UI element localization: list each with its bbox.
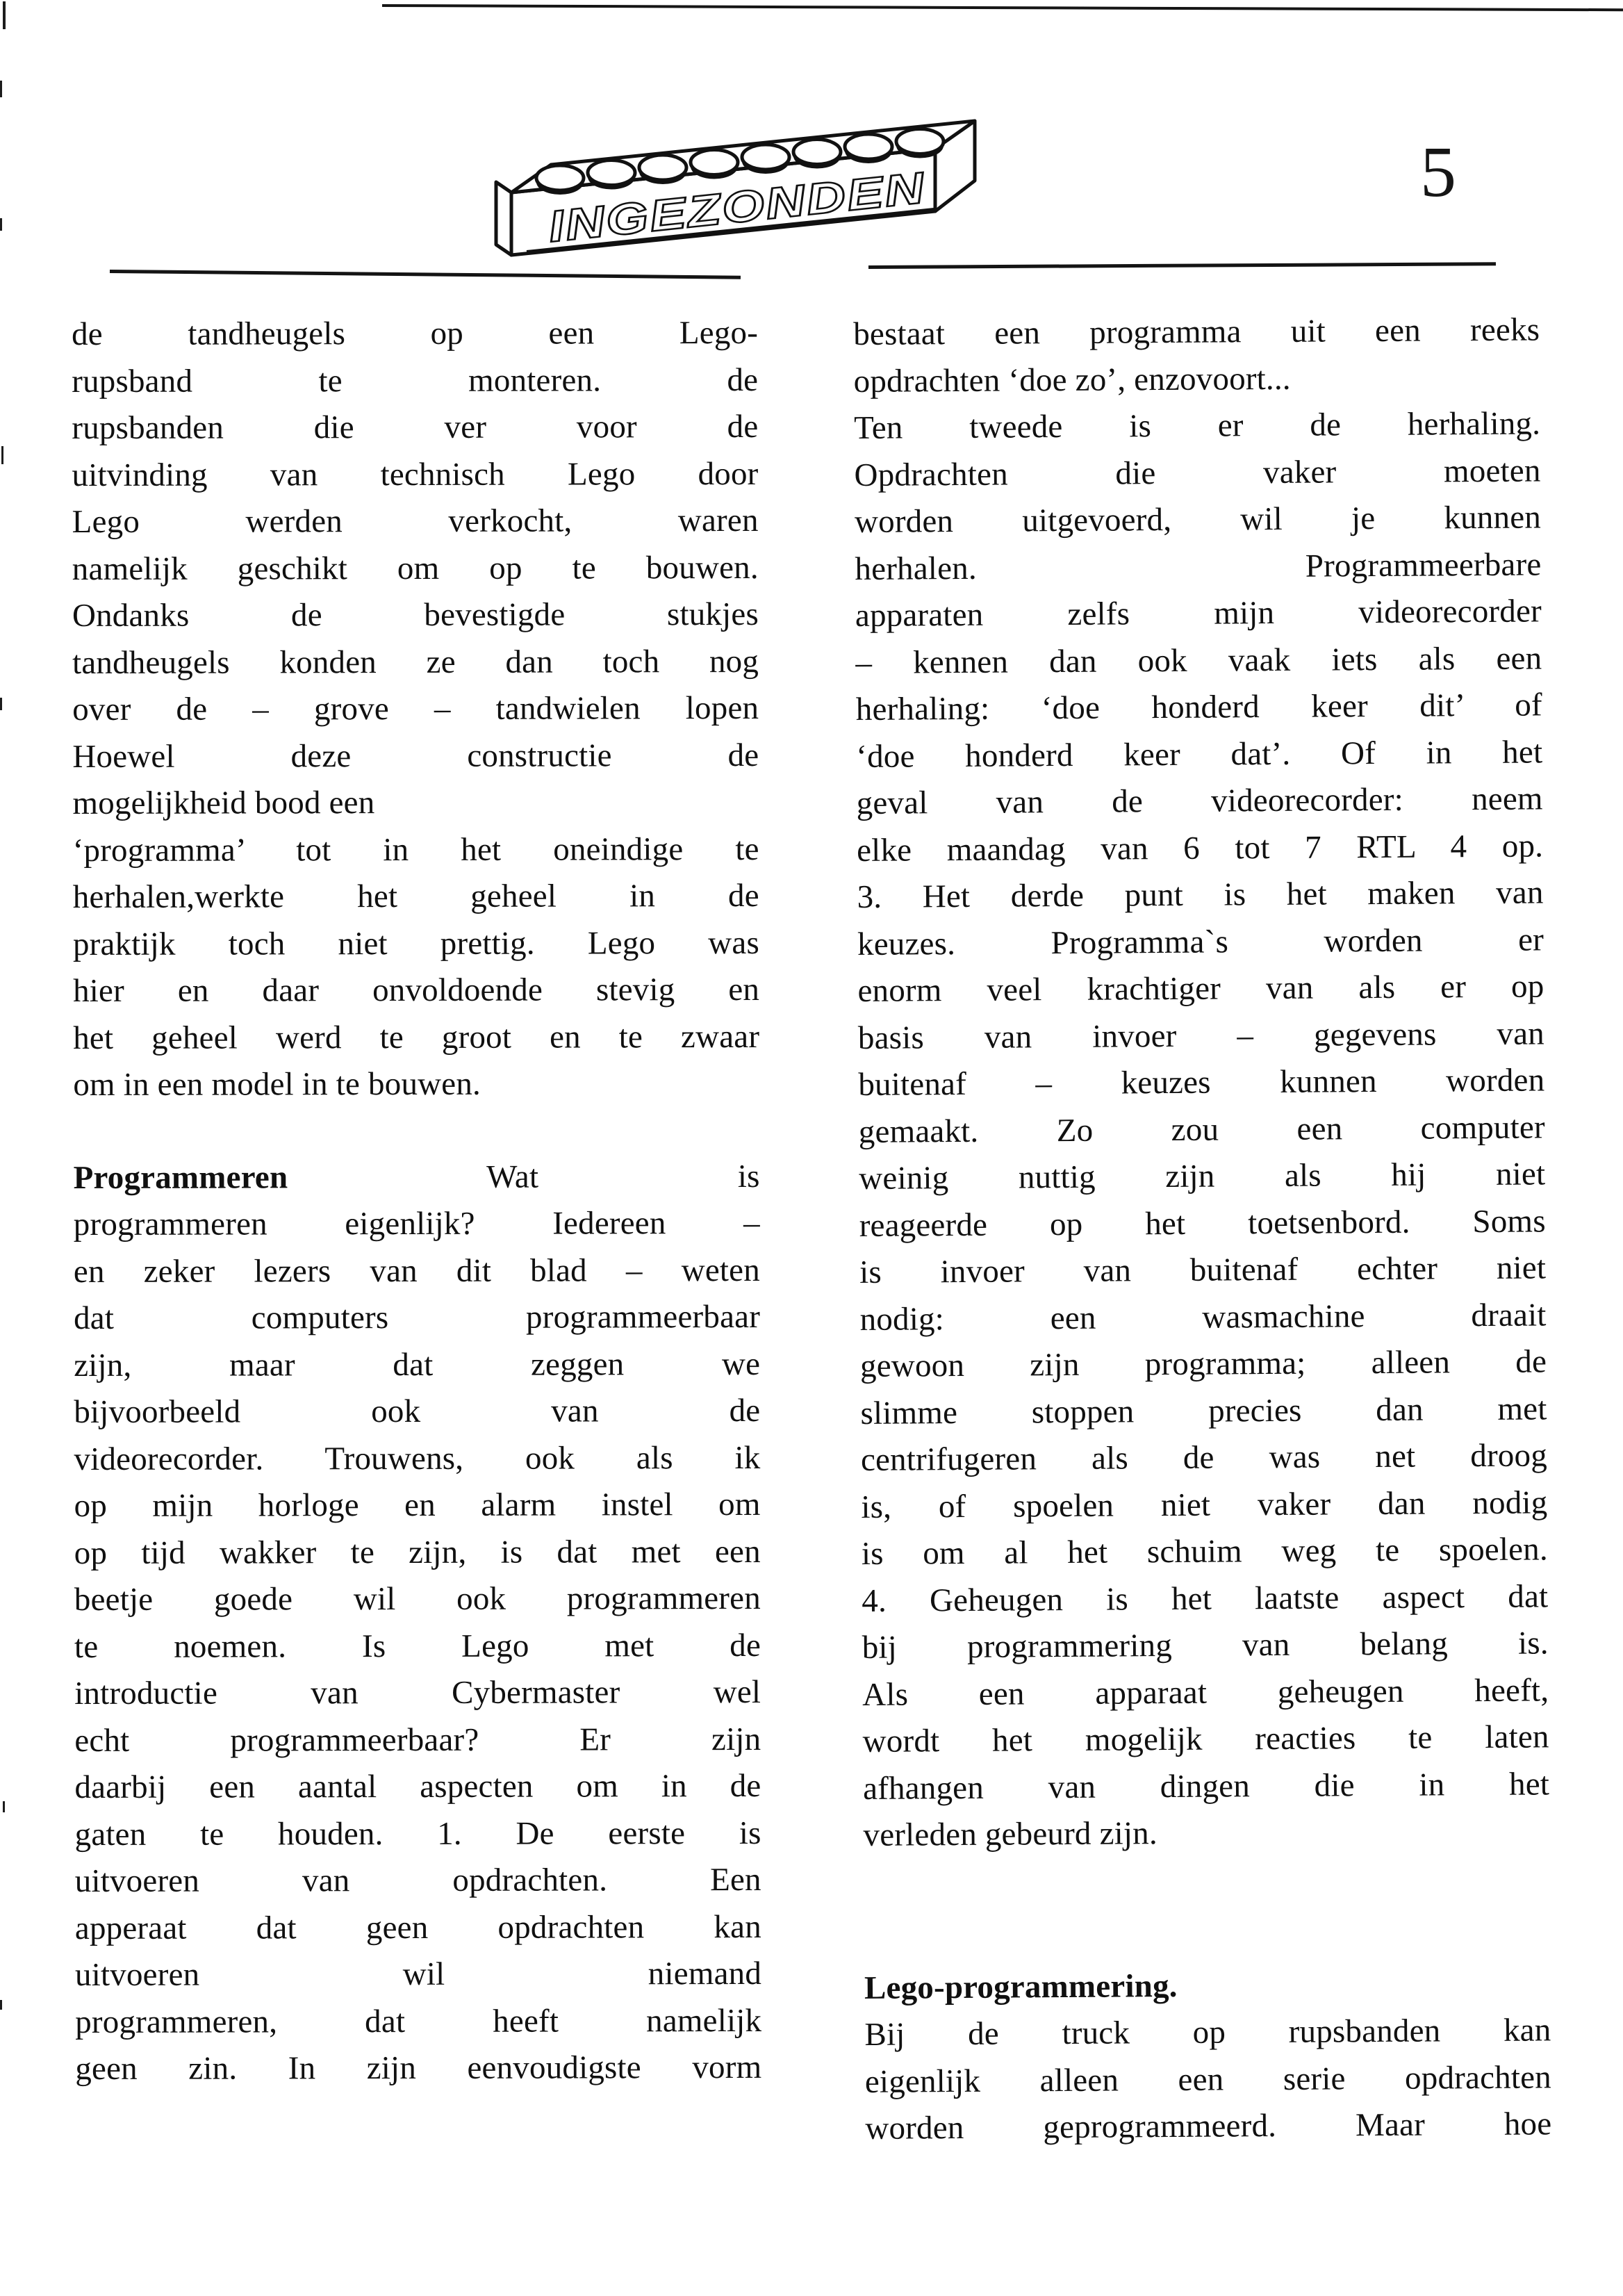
- text-line: reageerde op het toetsenbord. Soms: [859, 1202, 1546, 1244]
- text-line: bijvoorbeeld ook van de: [74, 1392, 761, 1430]
- text-line: programmeren eigenlijk? Iedereen –: [73, 1204, 760, 1243]
- text-line: hier en daar onvoldoende stevig en: [72, 971, 760, 1009]
- column-left: [72, 310, 761, 2093]
- text-line: tandheugels konden ze dan toch nog: [72, 643, 759, 681]
- text-line: is invoer van buitenaf echter niet: [859, 1249, 1547, 1290]
- text-line: apparaten zelfs mijn videorecorder: [855, 593, 1542, 634]
- text-line: echt programmeerbaar? Er zijn: [74, 1721, 761, 1759]
- heading-line: [864, 1960, 1551, 2012]
- text-line: introductie van Cybermaster wel: [74, 1673, 761, 1712]
- text-line: Als een apparaat geheugen heeft,: [862, 1671, 1549, 1713]
- text-line: centrifugeren als de was net droog: [860, 1437, 1548, 1478]
- scan-artifact: [3, 1801, 5, 1812]
- text-line: apperaat dat geen opdrachten kan: [74, 1908, 761, 1946]
- text-line: Ondanks de bevestigde stukjes: [72, 596, 759, 634]
- text-line: is om al het schuim weg te spoelen.: [861, 1531, 1549, 1572]
- heading-text: Programmeren: [73, 1158, 288, 1196]
- lego-brick-logo: [491, 99, 1000, 260]
- header-rule-left: [110, 270, 741, 279]
- text-line: uitvinding van technisch Lego door: [72, 455, 759, 493]
- text-line: het geheel werd te groot en te zwaar: [73, 1018, 760, 1056]
- text-line: om in een model in te bouwen.: [73, 1065, 481, 1103]
- text-line: afhangen van dingen die in het: [862, 1765, 1550, 1807]
- text-line: Opdrachten die vaker moeten: [854, 452, 1541, 493]
- text-line: te noemen. Is Lego met de: [74, 1627, 761, 1665]
- text-line: dat computers programmeerbaar: [73, 1298, 761, 1336]
- text-line: ‘programma’ tot in het oneindige te: [72, 830, 759, 869]
- text-line: geval van de videorecorder: neem: [856, 780, 1543, 821]
- text-line: keuzes. Programma`s worden er: [857, 921, 1544, 962]
- text-line: is, of spoelen niet vaker dan nodig: [861, 1484, 1548, 1525]
- text-line: herhaling: ‘doe honderd keer dit’ of: [855, 687, 1542, 728]
- scan-artifact: [0, 81, 2, 97]
- text-line: uitvoeren van opdrachten. Een: [74, 1861, 761, 1899]
- page-number: 5: [1420, 132, 1456, 212]
- text-line: en zeker lezers van dit blad – weten: [73, 1252, 760, 1290]
- scan-artifact: [0, 218, 2, 231]
- text-line: herhalen,werkte het geheel in de: [72, 877, 759, 915]
- text-line: gaten te houden. 1. De eerste is: [74, 1814, 761, 1853]
- text-line: ‘doe honderd keer dat’. Of in het: [856, 733, 1543, 775]
- text-line: worden geprogrammeerd. Maar hoe: [865, 2106, 1552, 2147]
- text-line: de tandheugels op een Lego-: [72, 314, 759, 352]
- text-line: op mijn horloge en alarm instel om: [74, 1486, 761, 1524]
- text-line: buitenaf – keuzes kunnen worden: [858, 1062, 1545, 1103]
- text-line: enorm veel krachtiger van als er op: [857, 968, 1544, 1009]
- scan-edge-line: [382, 4, 1623, 11]
- text-line: daarbij een aantal aspecten om in de: [74, 1767, 761, 1805]
- text-line: bij programmering van belang is.: [862, 1625, 1549, 1666]
- text-line: nodig: een wasmachine draait: [859, 1296, 1547, 1338]
- text-line: Hoewel deze constructie de: [72, 737, 759, 775]
- text-line: namelijk geschikt om op te bouwen.: [72, 549, 759, 587]
- text-line: op tijd wakker te zijn, is dat met een: [74, 1533, 761, 1571]
- text-line: uitvoeren wil niemand: [74, 1955, 762, 1993]
- text-line: gemaakt. Zo zou een computer: [858, 1108, 1545, 1150]
- column-right: [853, 306, 1552, 2152]
- text-line: weinig nuttig zijn als hij niet: [859, 1156, 1546, 1197]
- text-line: – kennen dan ook vaak iets als een: [855, 639, 1542, 681]
- text-line: slimme stoppen precies dan met: [860, 1390, 1547, 1432]
- header-rule-right: [868, 262, 1496, 269]
- text-line: Ten tweede is er de herhaling.: [853, 405, 1541, 446]
- text-line: mogelijkheid bood een: [72, 785, 375, 821]
- text-line: rupsband te monteren. de: [72, 361, 759, 400]
- text-line: bestaat een programma uit een reeks: [853, 311, 1540, 352]
- text-line: eigenlijk alleen een serie opdrachten: [864, 2058, 1552, 2100]
- logo-text: INGEZONDEN: [546, 171, 856, 252]
- text-line: wordt het mogelijk reacties te laten: [862, 1719, 1549, 1760]
- text-line: opdrachten ‘doe zo’, enzovoort...: [853, 360, 1291, 400]
- text-line: verleden gebeurd zijn.: [863, 1815, 1158, 1853]
- text-line: videorecorder. Trouwens, ook als ik: [74, 1439, 761, 1477]
- text-line: Bij de truck op rupsbanden kan: [864, 2012, 1551, 2053]
- scan-artifact: [0, 2000, 2, 2010]
- text-line: programmeren, dat heeft namelijk: [75, 2002, 762, 2040]
- text-line: geen zin. In zijn eenvoudigste vorm: [75, 2049, 762, 2087]
- heading-line: Programmeren Wat is: [73, 1158, 760, 1196]
- text-line: over de – grove – tandwielen lopen: [72, 689, 759, 728]
- text-line: Lego werden verkocht, waren: [72, 502, 759, 540]
- text-line: 3. Het derde punt is het maken van: [857, 874, 1544, 915]
- scan-artifact: [3, 1, 6, 29]
- text-line: 4. Geheugen is het laatste aspect dat: [862, 1577, 1549, 1619]
- text-line: rupsbanden die ver voor de: [72, 408, 759, 446]
- text-line: worden uitgevoerd, wil je kunnen: [854, 499, 1542, 540]
- text-line: basis van invoer – gegevens van: [857, 1015, 1545, 1056]
- scan-artifact: [0, 698, 2, 710]
- scan-artifact: [1, 446, 3, 464]
- heading-text: Lego-programmering.: [864, 1967, 1178, 2006]
- text-line: gewoon zijn programma; alleen de: [859, 1343, 1547, 1384]
- text-line: herhalen. Programmeerbare: [855, 546, 1542, 587]
- text-line: praktijk toch niet prettig. Lego was: [72, 924, 759, 962]
- text-line: beetje goede wil ook programmeren: [74, 1580, 761, 1618]
- text-line: zijn, maar dat zeggen we: [74, 1345, 761, 1384]
- text-line: elke maandag van 6 tot 7 RTL 4 op.: [856, 827, 1544, 869]
